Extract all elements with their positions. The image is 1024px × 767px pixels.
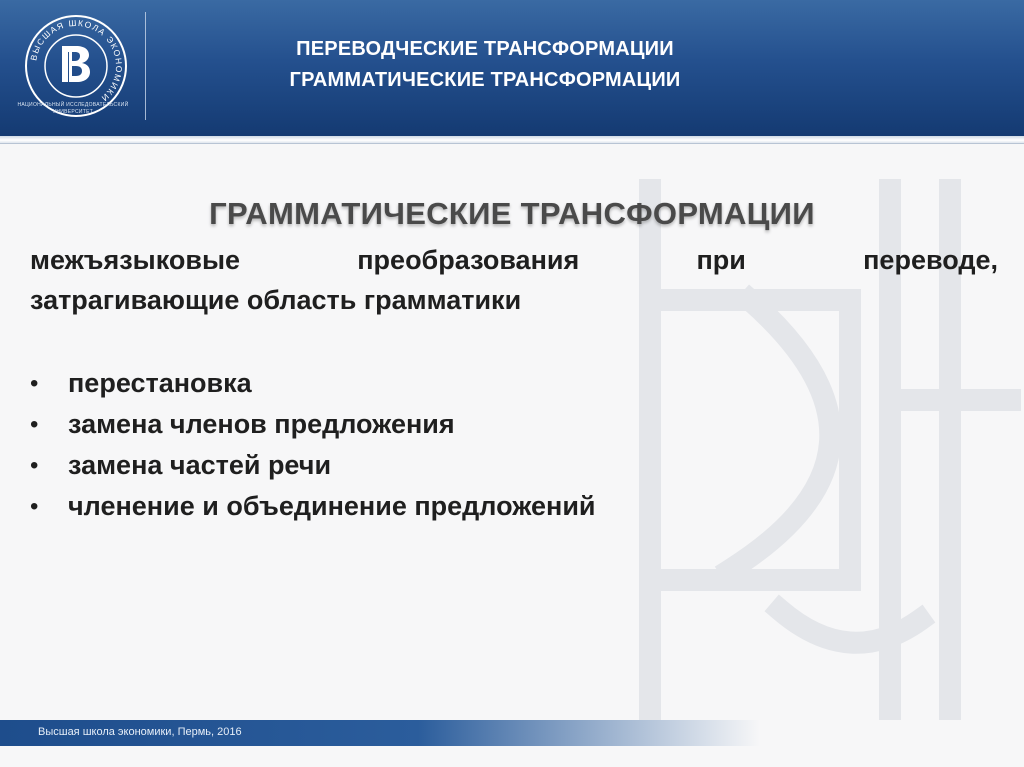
- bullet-icon: •: [30, 493, 39, 520]
- definition-line-1: межъязыковые преобразования при переводе,: [30, 245, 998, 275]
- list-item: • замена частей речи: [30, 445, 830, 486]
- slide-title: ГРАММАТИЧЕСКИЕ ТРАНСФОРМАЦИИ: [209, 196, 815, 231]
- logo-caption: НАЦИОНАЛЬНЫЙ ИССЛЕДОВАТЕЛЬСКИЙ УНИВЕРСИТЕТ: [17, 102, 129, 115]
- slide-header: [0, 0, 1024, 136]
- header-stripe: [0, 136, 1024, 144]
- bullet-icon: •: [30, 411, 39, 438]
- list-item: • членение и объединение предложений: [30, 486, 830, 527]
- bullet-icon: •: [30, 452, 39, 479]
- bullet-list: [30, 363, 830, 527]
- footer-text: Высшая школа экономики, Пермь, 2016: [38, 726, 242, 738]
- list-item: • перестановка: [30, 363, 830, 404]
- header-divider: [145, 12, 146, 120]
- list-item: • замена членов предложения: [30, 404, 830, 445]
- slide-footer: [0, 720, 760, 746]
- definition-text: [30, 240, 998, 320]
- bullet-icon: •: [30, 370, 39, 397]
- definition-line-2: затрагивающие область грамматики: [30, 285, 522, 315]
- header-title: [150, 34, 820, 96]
- logo-ring-text: ВЫСШАЯ ШКОЛА ЭКОНОМИКИ: [28, 17, 125, 105]
- header-title-line1: ПЕРЕВОДЧЕСКИЕ ТРАНСФОРМАЦИИ: [296, 38, 674, 60]
- header-title-line2: ГРАММАТИЧЕСКИЕ ТРАНСФОРМАЦИИ: [289, 69, 681, 91]
